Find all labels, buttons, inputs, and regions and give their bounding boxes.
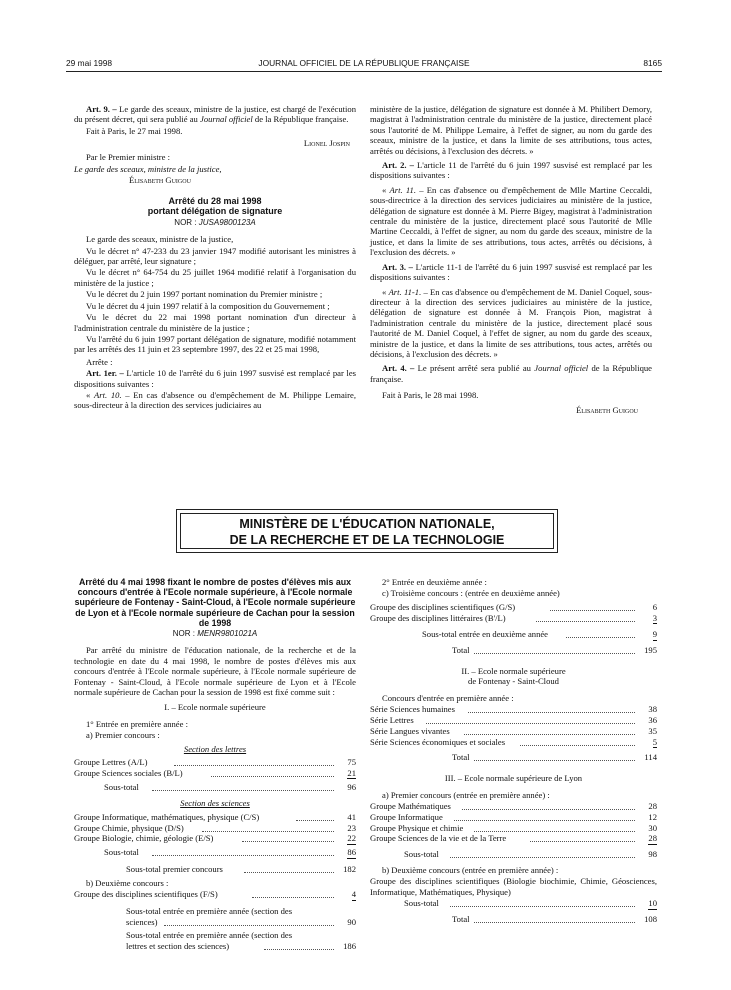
visa-5: Vu le décret du 22 mai 1998 portant nomination d'un directeur à l'administration centrale du ministère de la justice ; [74,312,356,333]
header-journal: JOURNAL OFFICIEL DE LA RÉPUBLIQUE FRANÇAISE [258,58,470,68]
header-page-number: 8165 [643,58,662,68]
deuxieme-concours: b) Deuxième concours : [86,877,169,888]
table-row: Sous-total 10 [404,898,657,909]
article-10: « Art. 10. – En cas d'absence ou d'empêchement de M. Philippe Lemaire, sous-directeur à la direction des services judiciaires au [74,389,356,411]
table-row: Sous-total entrée en première année (section des lettres et section des sciences) 186 [126,930,356,951]
table-row: Groupe Sciences de la vie et de la Terre 28 [370,833,657,844]
nor-jusa: NOR : JUSA9800123A [174,217,256,227]
table-row: Sous-total entrée en deuxième année 9 [422,629,657,640]
article-1: Art. 1er. – L'article 10 de l'arrêté du 6 juin 1997 susvisé est remplacé par les dispositions suivantes : [74,368,356,389]
table-row: Groupe Informatique 12 [370,811,657,822]
concours-entree: Concours d'entrée en première année : [382,692,514,703]
signature-guigou-2: Élisabeth Guigou [576,404,638,415]
page-header [66,58,662,70]
article-11: « Art. 11. – En cas d'absence ou d'empêchement de Mlle Martine Ceccaldi, sous-directrice à la direction des services judiciaires au ministère de la justice, délégation de signature est donnée à M. Pierre Bigey, magistrat à l'administration centrale du ministère de la justice, directement placé sous l'autorité de Mlle Martine Ceccaldi, à l'effet de signer, au nom du garde des sceaux, ministre de la justice, et dans la limite de ses attributions, tous actes, arrêtés ou décisions, à l'exclusion des décrets. » [370,184,652,258]
signature-jospin: Lionel Jospin [303,138,350,149]
entree-premiere-annee: 1° Entrée en première année : [86,718,188,729]
right-bottom-column [370,577,657,925]
visa-4: Vu le décret du 4 juin 1997 relatif à la composition du Gouvernement ; [86,300,330,311]
table-row: Total 195 [452,645,657,656]
table-row: Groupe Lettres (A/L) 75 [74,757,356,768]
heading-fontenay: II. – Ecole normale supérieure de Fontenay - Saint-Cloud [461,666,566,687]
table-row: Groupe Mathématiques 28 [370,801,657,812]
article-9: Art. 9. – Le garde des sceaux, ministre de la justice, est chargé de l'exécution du présent décret, qui sera publié au Journal officiel de la République française. [74,104,356,125]
signature-guigou-1: Élisabeth Guigou [129,175,191,186]
table-row: Groupe des disciplines scientifiques (F/S) 4 [74,889,356,900]
table-row: Groupe des disciplines scientifiques (G/S) 6 [370,601,657,612]
arrete-28-mai-title: Arrêté du 28 mai 1998 portant délégation de signature [147,195,283,217]
left-bottom-column [74,577,356,952]
section-sciences: Section des sciences [180,798,250,809]
header-rule [66,71,662,72]
left-top-column [74,104,356,412]
fait-paris-2: Fait à Paris, le 28 mai 1998. [382,390,479,401]
table-row: Série Langues vivantes 35 [370,725,657,736]
premier-concours: a) Premier concours : [86,730,160,741]
table-row: Sous-total 98 [404,849,657,860]
par-le-premier-ministre: Par le Premier ministre : [86,151,171,162]
table-row: Série Sciences économiques et sociales 5 [370,736,657,747]
ministry-line-1: MINISTÈRE DE L'ÉDUCATION NATIONALE, [239,517,495,531]
table-row: Sous-total 86 [104,847,356,858]
ministry-line-2: DE LA RECHERCHE ET DE LA TECHNOLOGIE [229,533,505,547]
heading-lyon: III. – Ecole normale supérieure de Lyon [444,773,583,784]
section-lettres: Section des lettres [183,743,247,754]
table-row: Groupe Informatique, mathématiques, physique (C/S) 41 [74,811,356,822]
table-row: Sous-total premier concours 182 [126,864,356,875]
table-row: Sous-total entrée en première année (section des sciences) 90 [126,906,356,927]
article-10-continued: ministère de la justice, délégation de signature est donnée à M. Philibert Demory, magistrat à l'administration centrale du ministère de la justice, directement placé sous l'autorité de M. Philippe Lemaire, à l'effet de signer, au nom du garde des sceaux, ministre de la justice, et dans la limite de ses attributions, tous actes, arrêtés ou décisions, à l'exclusion des décrets. » [370,104,652,156]
arrete-4-mai-title: Arrêté du 4 mai 1998 fixant le nombre de postes d'élèves mis aux concours d'entrée à l'Ecole normale supérieure, à l'Ecole normale supérieure de Fontenay - Saint-Cloud, à l'Ecole normale supérieure de Lyon et à l'Ecole normale supérieure de Cachan pour la session de 1998 [74,577,356,628]
intro-paragraph: Par arrêté du ministre de l'éducation nationale, de la recherche et de la technologie en date du 4 mai 1998, le nombre de postes d'élèves mis aux concours d'entrée à l'Ecole normale supérieure, à l'Ecole normale supérieure de Fontenay - Saint-Cloud, à l'Ecole normale supérieure de Lyon et à l'Ecole normale supérieure de Cachan pour la session de 1998 est fixé comme suit : [74,645,356,698]
arrete-word: Arrête : [86,356,113,367]
entree-deuxieme-annee: 2° Entrée en deuxième année : [382,577,487,587]
article-4: Art. 4. – Le présent arrêté sera publié au Journal officiel de la République française. [370,363,652,384]
article-2: Art. 2. – L'article 11 de l'arrêté du 6 juin 1997 susvisé est remplacé par les dispositions suivantes : [370,160,653,181]
troisieme-concours: c) Troisième concours : (entrée en deuxième année) [382,588,560,599]
visa-3: Vu le décret du 2 juin 1997 portant nomination du Premier ministre ; [86,289,323,300]
table-row: Série Sciences humaines 38 [370,704,657,715]
table-row: Groupe des disciplines littéraires (B'/L) 3 [370,612,657,623]
visa-6: Vu l'arrêté du 6 juin 1997 portant délégation de signature, modifié notamment par les arrêtés des 11 juin et 23 septembre 1997, des 22 et 25 mai 1998, [74,333,356,355]
table-row: Groupe Sciences sociales (B/L) 21 [74,767,356,778]
table-row: Sous-total 96 [104,781,356,792]
lyon-premier-concours: a) Premier concours (entrée en première année) : [382,789,550,800]
right-top-column [370,104,652,416]
lyon-deuxieme-concours: b) Deuxième concours (entrée en première année) : [382,865,559,875]
visa-0: Le garde des sceaux, ministre de la justice, [86,234,234,245]
article-3: Art. 3. – L'article 11-1 de l'arrêté du 6 juin 1997 susvisé est remplacé par les dispositions suivantes : [370,261,652,283]
table-row: Série Lettres 36 [370,715,657,726]
table-row: Groupe Biologie, chimie, géologie (E/S) 22 [74,833,356,844]
table-row: Total 114 [452,752,657,763]
visa-2: Vu le décret n° 64-754 du 25 juillet 1964 modifié relatif à l'organisation du ministère de la justice ; [74,267,356,288]
lyon-groupe-scientifique: Groupe des disciplines scientifiques (Biologie biochimie, Chimie, Géosciences, Informatique, Mathématiques, Physique) [370,876,657,897]
table-row: Total 108 [452,914,657,925]
table-row: Groupe Physique et chimie 30 [370,822,657,833]
garde-des-sceaux: Le garde des sceaux, ministre de la justice, [74,164,222,175]
article-11-1: « Art. 11-1. – En cas d'absence ou d'empêchement de M. Daniel Coquel, sous-directeur à la direction des services judiciaires au ministère de la justice, délégation de signature est donnée à M. François Pion, magistrat à l'administration centrale du ministère de la justice, directement placé sous l'autorité de M. Daniel Coquel, à l'effet de signer, au nom du garde des sceaux, ministre de la justice, et dans la limite de ses attributions, tous actes, arrêtés ou décisions, à l'exclusion des décrets. » [370,286,652,359]
header-date: 29 mai 1998 [66,58,113,68]
ministry-box [176,509,558,553]
nor-menr: NOR : MENR9801021A [172,629,258,639]
fait-paris-1: Fait à Paris, le 27 mai 1998. [86,125,183,136]
heading-ens: I. – Ecole normale supérieure [164,702,266,713]
table-row: Groupe Chimie, physique (D/S) 23 [74,822,356,833]
visa-1: Vu le décret n° 47-233 du 23 janvier 1947 modifié autorisant les ministres à déléguer, par arrêté, leur signature ; [74,245,356,267]
